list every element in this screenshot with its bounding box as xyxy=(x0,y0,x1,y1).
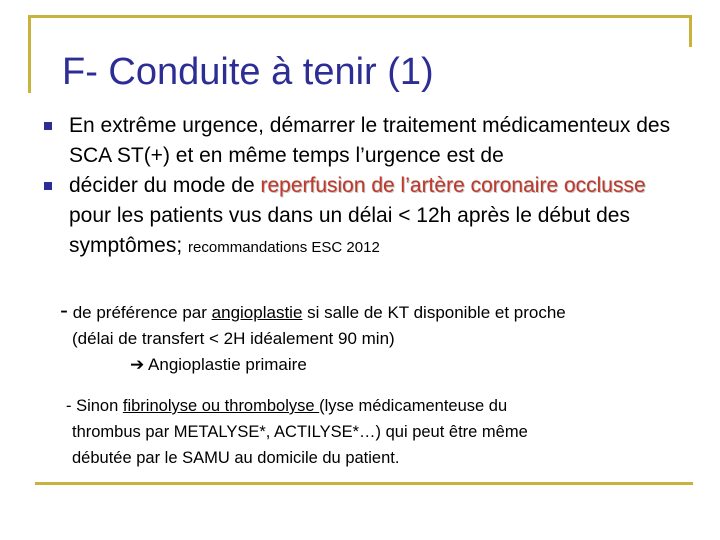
bullet-item-2 xyxy=(40,171,680,263)
preferred-angioplasty-block xyxy=(60,298,680,378)
reperfusion-highlight: reperfusion de l’artère coronaire occlusse xyxy=(260,174,646,197)
angioplasty-line xyxy=(60,298,680,326)
frame-top-line xyxy=(28,15,692,18)
primary-angioplasty-text: Angioplastie primaire xyxy=(144,355,307,374)
slide-title: F- Conduite à tenir (1) xyxy=(62,51,434,93)
square-bullet-icon xyxy=(44,122,52,130)
bullet-list xyxy=(40,111,680,263)
transfer-delay-line: (délai de transfert < 2H idéalement 90 min) xyxy=(72,329,395,348)
angioplasty-term: angioplastie xyxy=(211,303,303,322)
esc-recommendation-note: recommandations ESC 2012 xyxy=(188,239,380,256)
fibrinolysis-after: (lyse médicamenteuse du xyxy=(319,397,508,415)
square-bullet-icon xyxy=(44,182,52,190)
fibrinolysis-term: fibrinolyse ou thrombolyse xyxy=(122,397,320,415)
primary-angioplasty-line xyxy=(60,352,680,378)
bullet-text-2-before: décider du mode de xyxy=(69,174,261,197)
right-arrow-icon: ➔ xyxy=(130,355,145,374)
samu-line: débutée par le SAMU au domicile du patient. xyxy=(72,449,400,467)
angioplasty-before: de préférence par xyxy=(68,303,212,322)
frame-right-line xyxy=(689,15,692,47)
dash-marker: - xyxy=(60,297,68,324)
bullet-text-2-after: pour les patients vus dans un délai < 12h après le début des symptômes; xyxy=(69,204,630,257)
fibrinolysis-line xyxy=(66,393,686,419)
fibrinolysis-before: - Sinon xyxy=(66,397,123,415)
fibrinolysis-block xyxy=(66,393,686,471)
bullet-item-1 xyxy=(40,111,680,171)
frame-left-line xyxy=(28,15,31,93)
frame-bottom-line xyxy=(35,482,693,485)
thrombus-line: thrombus par METALYSE*, ACTILYSE*…) qui peut être même xyxy=(72,423,528,441)
bullet-text-1: En extrême urgence, démarrer le traitement médicamenteux des SCA ST(+) et en même temps l’urgence est de xyxy=(69,114,671,167)
angioplasty-after: si salle de KT disponible et proche xyxy=(302,303,566,322)
